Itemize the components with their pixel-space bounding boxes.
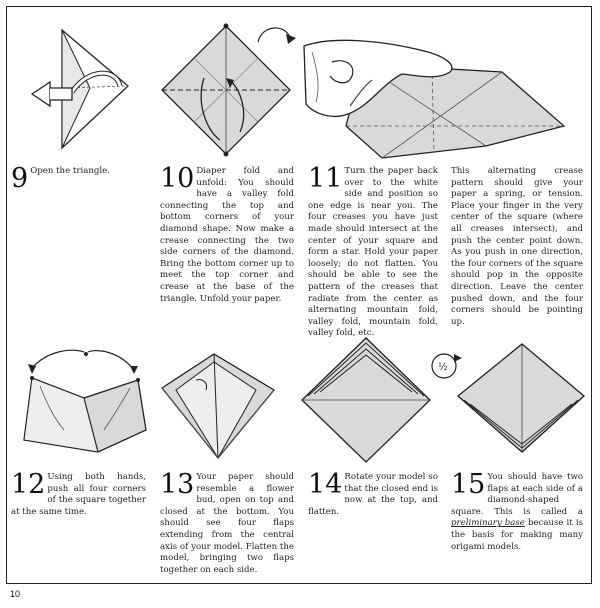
step-13-text (160, 469, 294, 576)
push-corners-illustration (14, 346, 154, 462)
page-number: 10 (10, 589, 21, 599)
open-triangle-illustration (28, 26, 136, 156)
step-10-text (160, 163, 294, 305)
step-body: Your paper should resemble a flower bud, open on top and closed at the bottom. You should see four flaps extending from the central axis of your model. Flatten the model, bringing two flaps together on each side. (160, 472, 294, 575)
step-number: 9 (11, 163, 29, 194)
step-body: Turn the paper back over to the white side and position so one edge is near you. The four creases you have just made should intersect at the center of your square and form a star. Hold your paper loosely; do not flatten. You should be able to see the pattern of the creases that radiate from the center as alternating mountain fold, valley fold, mountain fold, valley fold, etc. (308, 166, 438, 339)
figure-step-12 (14, 346, 154, 462)
step-body: Diaper fold and unfold: You should have a valley fold connecting the top and bottom corners of your diamond shape. Now make a crease connecting the two side corners of the diamond. Bring the bottom corner up to meet the top corner and crease at the base of the triangle. Unfold your paper. (160, 166, 294, 304)
step-body: because it is the basis for making many origami models. (451, 518, 583, 552)
step-14-text (308, 469, 438, 518)
step-number: 13 (160, 469, 195, 500)
figure-step-11 (252, 22, 574, 162)
step-11-text (308, 163, 438, 340)
step-body: This alternating crease pattern should give your paper a spring, or tension. Place your finger in the very center of the square (where all creases intersect), and push the center point down. As you push in one direction, the four corners of the square should pop in the opposite direction. Leave the center pushed down, and the four corners should be pointing up. (451, 166, 583, 327)
step-12-text (11, 469, 146, 518)
step-body: Rotate your model so that the closed end is now at the top, and flatten. (308, 472, 438, 517)
step-body: Open the triangle. (30, 166, 110, 176)
flower-bud-illustration (156, 350, 280, 462)
step-number: 14 (308, 469, 343, 500)
step-body: Using both hands, push all four corners of the square together at the same time. (11, 472, 146, 517)
step-number: 10 (160, 163, 195, 194)
step-9-text (11, 163, 146, 194)
figure-step-15 (424, 340, 590, 460)
rotation-half-label: ½ (438, 362, 448, 373)
step-11-continued-text (451, 166, 583, 328)
star-crease-push-illustration (252, 22, 574, 162)
step-15-text (451, 469, 583, 553)
figure-step-13 (156, 350, 280, 462)
preliminary-base-term: preliminary base (451, 518, 525, 529)
figure-step-14 (298, 334, 434, 464)
step-body: You should have two flaps at each side of a diamond-shaped square. This is called a (451, 472, 583, 517)
step-number: 12 (11, 469, 46, 500)
step-number: 15 (451, 469, 486, 500)
step-number: 11 (308, 163, 343, 194)
figure-step-9 (28, 26, 136, 156)
preliminary-base-illustration (424, 340, 590, 460)
rotated-model-illustration (298, 334, 434, 464)
